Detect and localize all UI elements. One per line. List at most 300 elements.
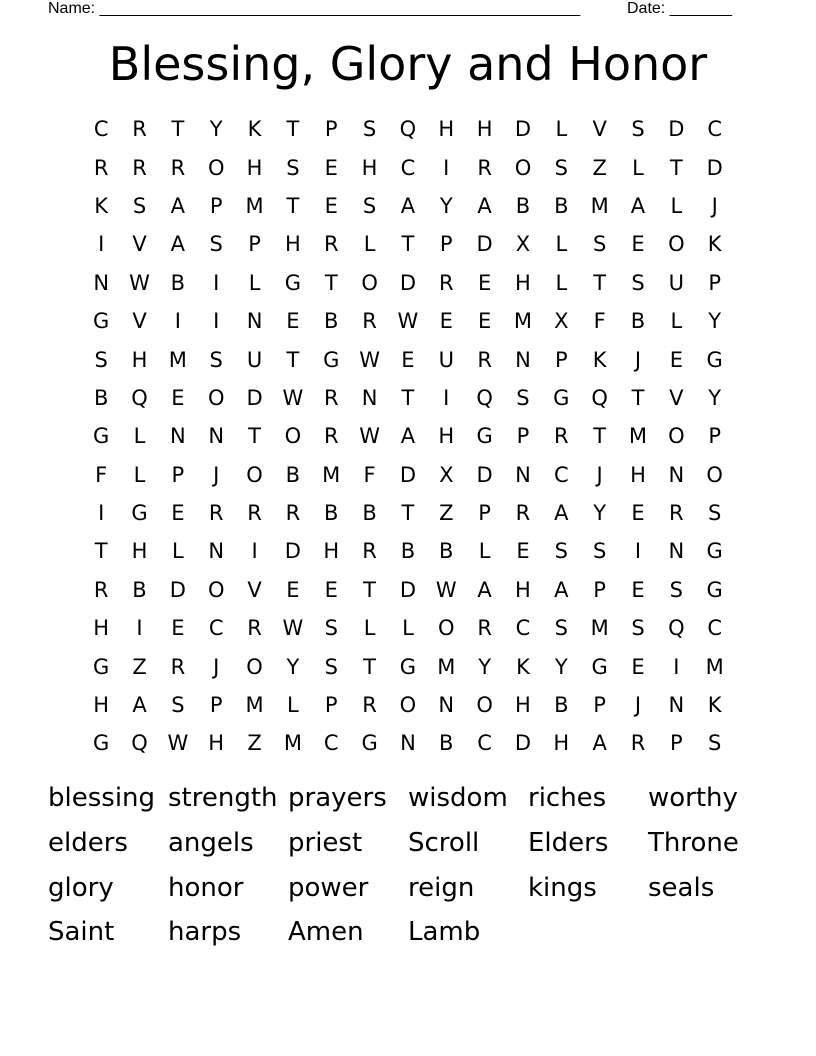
grid-letter[interactable]: Z (592, 155, 607, 180)
grid-letter[interactable]: M (283, 731, 302, 756)
grid-letter[interactable]: J (634, 347, 642, 372)
grid-letter[interactable]: B (439, 731, 454, 756)
grid-letter[interactable]: H (630, 462, 646, 487)
grid-letter[interactable]: D (476, 462, 493, 487)
grid-letter[interactable]: L (670, 193, 683, 218)
grid-letter[interactable]: H (208, 731, 225, 756)
grid-letter[interactable]: O (207, 385, 225, 410)
grid-letter[interactable]: E (286, 577, 300, 602)
grid-letter[interactable]: S (516, 385, 530, 410)
grid-letter[interactable]: S (592, 232, 607, 257)
grid-letter[interactable]: B (554, 193, 569, 218)
grid-letter[interactable]: R (438, 270, 454, 295)
grid-letter[interactable]: N (515, 347, 531, 372)
grid-letter[interactable]: K (516, 654, 530, 679)
grid-letter[interactable]: S (631, 117, 645, 142)
grid-letter[interactable]: R (669, 501, 684, 526)
grid-letter[interactable]: E (669, 347, 683, 372)
grid-letter[interactable]: E (477, 270, 492, 295)
grid-letter[interactable]: X (439, 462, 454, 487)
grid-letter[interactable]: W (359, 347, 380, 372)
grid-letter[interactable]: C (400, 155, 416, 180)
grid-letter[interactable]: R (554, 424, 569, 449)
grid-letter[interactable]: G (93, 654, 110, 679)
grid-letter[interactable]: E (516, 539, 530, 564)
grid-letter[interactable]: D (169, 577, 186, 602)
grid-letter[interactable]: B (170, 270, 186, 295)
grid-letter[interactable]: H (93, 616, 110, 641)
grid-letter[interactable]: M (437, 654, 456, 679)
grid-letter[interactable]: M (590, 616, 609, 641)
grid-letter[interactable]: W (359, 424, 380, 449)
grid-letter[interactable]: T (286, 347, 300, 372)
grid-letter[interactable]: O (246, 654, 263, 679)
grid-letter[interactable]: G (399, 654, 417, 679)
grid-letter[interactable]: H (515, 693, 531, 718)
grid-letter[interactable]: P (593, 577, 606, 602)
word-list-item: prayers (288, 783, 387, 813)
grid-letter[interactable]: A (630, 193, 646, 218)
grid-letter[interactable]: C (477, 731, 492, 756)
grid-letter[interactable]: K (94, 193, 109, 218)
grid-letter[interactable]: L (478, 539, 491, 564)
grid-letter[interactable]: S (554, 155, 568, 180)
grid-letter[interactable]: L (555, 270, 568, 295)
grid-letter[interactable]: A (477, 577, 492, 602)
grid-letter[interactable]: O (207, 155, 225, 180)
grid-letter[interactable]: E (324, 577, 338, 602)
grid-letter[interactable]: L (555, 117, 568, 142)
grid-letter[interactable]: H (131, 347, 148, 372)
grid-letter[interactable]: N (668, 693, 685, 718)
grid-letter[interactable]: O (668, 424, 685, 449)
grid-letter[interactable]: H (515, 270, 531, 295)
grid-letter[interactable]: G (706, 577, 723, 602)
grid-letter[interactable]: S (209, 232, 223, 257)
grid-letter[interactable]: P (209, 193, 223, 218)
word-list-item: power (288, 872, 369, 903)
grid-letter[interactable]: P (248, 232, 261, 257)
grid-letter[interactable]: F (95, 462, 108, 487)
grid-letter[interactable]: H (438, 117, 455, 142)
grid-letter[interactable]: D (399, 577, 416, 602)
grid-letter[interactable]: N (170, 424, 186, 449)
grid-letter[interactable]: S (94, 347, 108, 372)
grid-letter[interactable]: Q (668, 616, 685, 641)
grid-letter[interactable]: I (443, 385, 450, 410)
grid-letter[interactable]: S (592, 539, 607, 564)
grid-letter[interactable]: I (673, 654, 680, 679)
grid-letter[interactable]: R (247, 501, 262, 526)
grid-letter[interactable]: S (708, 501, 722, 526)
grid-letter[interactable]: A (132, 693, 147, 718)
word-list-item: blessing (48, 783, 156, 813)
grid-letter[interactable]: P (593, 693, 606, 718)
grid-letter[interactable]: N (400, 731, 416, 756)
grid-letter[interactable]: A (554, 501, 569, 526)
grid-letter[interactable]: G (476, 424, 493, 449)
grid-letter[interactable]: I (634, 539, 642, 564)
grid-letter[interactable]: F (363, 462, 376, 487)
grid-letter[interactable]: N (208, 539, 225, 564)
grid-letter[interactable]: P (669, 731, 683, 756)
grid-letter[interactable]: N (208, 424, 225, 449)
grid-letter[interactable]: X (554, 309, 569, 334)
grid-letter[interactable]: N (438, 693, 455, 718)
grid-letter[interactable]: D (514, 731, 532, 756)
grid-letter[interactable]: R (170, 155, 186, 180)
grid-letter[interactable]: B (285, 462, 301, 487)
grid-letter[interactable]: G (93, 309, 110, 334)
grid-letter[interactable]: O (514, 155, 532, 180)
grid-letter[interactable]: T (669, 155, 683, 180)
grid-row (82, 148, 734, 186)
grid-letter[interactable]: N (361, 385, 378, 410)
grid-letter[interactable]: I (174, 309, 181, 334)
grid-letter[interactable]: D (399, 462, 416, 487)
grid-letter[interactable]: Y (554, 654, 568, 679)
grid-letter[interactable]: S (362, 117, 377, 142)
grid-letter[interactable]: S (324, 654, 338, 679)
grid-letter[interactable]: W (282, 616, 304, 641)
grid-letter[interactable]: A (170, 193, 186, 218)
grid-letter[interactable]: R (362, 309, 377, 334)
grid-letter[interactable]: D (476, 232, 493, 257)
grid-letter[interactable]: H (476, 117, 493, 142)
grid-letter[interactable]: H (131, 539, 148, 564)
grid-letter[interactable]: D (399, 270, 416, 295)
grid-letter[interactable]: J (711, 193, 718, 218)
grid-letter[interactable]: R (362, 539, 377, 564)
grid-letter[interactable]: L (133, 462, 146, 487)
grid-letter[interactable]: R (630, 731, 646, 756)
grid-letter[interactable]: T (401, 501, 415, 526)
grid-letter[interactable]: R (323, 232, 339, 257)
grid-letter[interactable]: R (170, 654, 186, 679)
grid-letter[interactable]: N (93, 270, 110, 295)
grid-letter[interactable]: Q (399, 117, 417, 142)
grid-letter[interactable]: M (705, 654, 724, 679)
grid-letter[interactable]: E (171, 616, 185, 641)
grid-letter[interactable]: C (707, 616, 722, 641)
grid-letter[interactable]: O (668, 232, 685, 257)
grid-letter[interactable]: R (93, 155, 109, 180)
grid-letter[interactable]: B (630, 309, 646, 334)
grid-letter[interactable]: H (361, 155, 378, 180)
grid-letter[interactable]: G (706, 347, 723, 372)
grid-letter[interactable]: T (593, 424, 607, 449)
grid-letter[interactable]: A (592, 731, 607, 756)
grid-letter[interactable]: M (628, 424, 648, 449)
grid-letter[interactable]: R (515, 501, 531, 526)
word-list-item: Throne (648, 827, 739, 858)
grid-letter[interactable]: O (207, 577, 225, 602)
grid-letter[interactable]: W (167, 731, 189, 756)
grid-letter[interactable]: L (363, 232, 376, 257)
grid-letter[interactable]: N (668, 462, 685, 487)
grid-letter[interactable]: D (246, 385, 263, 410)
grid-letter[interactable]: E (324, 155, 338, 180)
grid-letter[interactable]: H (553, 731, 570, 756)
grid-letter[interactable]: R (362, 693, 377, 718)
grid-letter[interactable]: R (285, 501, 301, 526)
grid-letter[interactable]: Y (209, 117, 223, 142)
grid-letter[interactable]: M (245, 193, 264, 218)
grid-letter[interactable]: R (477, 155, 492, 180)
grid-letter[interactable]: G (323, 347, 340, 372)
grid-letter[interactable]: V (247, 577, 262, 602)
grid-letter[interactable]: E (631, 654, 645, 679)
grid-letter[interactable]: A (170, 232, 186, 257)
grid-letter[interactable]: T (631, 385, 645, 410)
grid-letter[interactable]: H (284, 232, 301, 257)
grid-letter[interactable]: D (284, 539, 301, 564)
grid-letter[interactable]: U (668, 270, 685, 295)
grid-letter[interactable]: W (435, 577, 457, 602)
grid-letter[interactable]: T (363, 654, 376, 679)
grid-letter[interactable]: S (324, 616, 338, 641)
word-list-item: priest (288, 827, 363, 858)
grid-letter[interactable]: Z (247, 731, 262, 756)
grid-letter[interactable]: P (171, 462, 185, 487)
grid-letter[interactable]: E (286, 309, 300, 334)
grid-letter[interactable]: Q (131, 385, 148, 410)
grid-letter[interactable]: O (399, 693, 417, 718)
word-list-item: reign (408, 872, 475, 903)
grid-letter[interactable]: I (98, 232, 105, 257)
grid-letter[interactable]: L (555, 232, 568, 257)
grid-letter[interactable]: Z (439, 501, 454, 526)
grid-letter[interactable]: A (400, 424, 416, 449)
grid-letter[interactable]: O (706, 462, 723, 487)
grid-letter[interactable]: R (323, 424, 339, 449)
grid-letter[interactable]: G (591, 654, 608, 679)
grid-letter[interactable]: R (477, 347, 492, 372)
grid-letter[interactable]: P (209, 693, 223, 718)
grid-letter[interactable]: S (554, 539, 568, 564)
grid-letter[interactable]: L (133, 424, 146, 449)
grid-letter[interactable]: R (247, 616, 262, 641)
grid-letter[interactable]: T (324, 270, 338, 295)
grid-letter[interactable]: Q (476, 385, 493, 410)
grid-letter[interactable]: R (323, 385, 339, 410)
grid-letter[interactable]: T (401, 232, 415, 257)
grid-letter[interactable]: S (209, 347, 223, 372)
grid-letter[interactable]: U (438, 347, 454, 372)
word-list-item: riches (528, 783, 607, 813)
grid-letter[interactable]: B (439, 539, 454, 564)
word-list-item: worthy (648, 783, 738, 813)
grid-letter[interactable]: J (596, 462, 603, 487)
grid-letter[interactable]: G (93, 424, 110, 449)
grid-letter[interactable]: T (94, 539, 108, 564)
grid-letter[interactable]: S (669, 577, 683, 602)
grid-letter[interactable]: B (93, 385, 109, 410)
grid-letter[interactable]: Y (708, 309, 722, 334)
grid-letter[interactable]: H (246, 155, 263, 180)
grid-letter[interactable]: C (553, 462, 569, 487)
grid-letter[interactable]: J (213, 654, 220, 679)
grid-letter[interactable]: G (93, 731, 110, 756)
grid-letter[interactable]: I (136, 616, 143, 641)
grid-letter[interactable]: D (514, 117, 532, 142)
grid-letter[interactable]: L (172, 539, 184, 564)
grid-letter[interactable]: C (707, 117, 722, 142)
grid-letter[interactable]: B (324, 309, 339, 334)
grid-letter[interactable]: Q (131, 731, 148, 756)
grid-letter[interactable]: B (324, 501, 339, 526)
grid-row (82, 110, 734, 148)
grid-letter[interactable]: A (477, 193, 492, 218)
grid-letter[interactable]: O (438, 616, 455, 641)
grid-letter[interactable]: E (439, 309, 453, 334)
grid-letter[interactable]: Y (478, 654, 492, 679)
grid-letter[interactable]: P (324, 117, 338, 142)
grid-letter[interactable]: O (361, 270, 378, 295)
grid-letter[interactable]: E (477, 309, 492, 334)
grid-letter[interactable]: R (132, 117, 147, 142)
grid-letter[interactable]: S (708, 731, 722, 756)
grid-letter[interactable]: B (400, 539, 416, 564)
grid-letter[interactable]: K (247, 117, 262, 142)
grid-letter[interactable]: K (707, 232, 722, 257)
grid-letter[interactable]: O (284, 424, 302, 449)
grid-letter[interactable]: P (324, 693, 338, 718)
grid-letter[interactable]: E (171, 385, 185, 410)
grid-letter[interactable]: N (246, 309, 263, 334)
grid-letter[interactable]: P (478, 501, 491, 526)
grid-letter[interactable]: B (554, 693, 569, 718)
grid-letter[interactable]: C (515, 616, 531, 641)
grid-letter[interactable]: I (213, 270, 220, 295)
grid-letter[interactable]: R (93, 577, 109, 602)
grid-letter[interactable]: D (706, 155, 723, 180)
grid-letter[interactable]: G (706, 539, 723, 564)
grid-letter[interactable]: M (168, 347, 187, 372)
grid-letter[interactable]: L (670, 309, 683, 334)
grid-letter[interactable]: S (554, 616, 568, 641)
grid-letter[interactable]: C (323, 731, 339, 756)
grid-letter[interactable]: M (245, 693, 264, 718)
grid-letter[interactable]: M (590, 193, 609, 218)
grid-letter[interactable]: T (248, 424, 261, 449)
grid-letter[interactable]: T (401, 385, 415, 410)
grid-letter[interactable]: R (477, 616, 492, 641)
grid-letter[interactable]: G (284, 270, 302, 295)
grid-letter[interactable]: T (286, 117, 300, 142)
grid-letter[interactable]: K (707, 693, 722, 718)
grid-letter[interactable]: H (93, 693, 110, 718)
grid-letter[interactable]: Y (439, 193, 453, 218)
grid-letter[interactable]: E (631, 577, 645, 602)
grid-letter[interactable]: O (476, 693, 493, 718)
grid-letter[interactable]: E (631, 501, 645, 526)
grid-letter[interactable]: J (634, 693, 642, 718)
grid-letter[interactable]: J (213, 462, 220, 487)
grid-letter[interactable]: B (132, 577, 147, 602)
grid-letter[interactable]: S (362, 193, 377, 218)
grid-letter[interactable]: Y (708, 385, 722, 410)
grid-letter[interactable]: R (132, 155, 147, 180)
grid-letter[interactable]: S (631, 616, 645, 641)
grid-letter[interactable]: G (131, 501, 148, 526)
grid-letter[interactable]: G (553, 385, 570, 410)
grid-letter[interactable]: A (554, 577, 569, 602)
grid-letter[interactable]: W (397, 309, 419, 334)
grid-letter[interactable]: M (513, 309, 533, 334)
grid-letter[interactable]: T (171, 117, 185, 142)
grid-letter[interactable]: N (668, 539, 685, 564)
grid-letter[interactable]: P (708, 424, 721, 449)
grid-letter[interactable]: L (248, 270, 261, 295)
grid-letter[interactable]: L (363, 616, 376, 641)
grid-letter[interactable]: R (208, 501, 224, 526)
grid-letter[interactable]: Y (286, 654, 300, 679)
grid-letter[interactable]: Q (591, 385, 608, 410)
grid-letter[interactable]: V (132, 232, 147, 257)
grid-letter[interactable]: C (93, 117, 109, 142)
grid-letter[interactable]: H (515, 577, 531, 602)
grid-letter[interactable]: G (361, 731, 378, 756)
grid-letter[interactable]: A (400, 193, 416, 218)
grid-letter[interactable]: E (171, 501, 185, 526)
grid-letter[interactable]: E (324, 193, 338, 218)
grid-letter[interactable]: P (516, 424, 530, 449)
grid-letter[interactable]: T (286, 193, 300, 218)
grid-letter[interactable]: P (554, 347, 568, 372)
grid-row (82, 225, 734, 263)
grid-letter[interactable]: L (287, 693, 299, 718)
grid-letter[interactable]: E (631, 232, 645, 257)
grid-letter[interactable]: D (668, 117, 685, 142)
grid-letter[interactable]: L (632, 155, 644, 180)
grid-letter[interactable]: P (439, 232, 453, 257)
grid-letter[interactable]: S (132, 193, 147, 218)
grid-letter[interactable]: F (593, 309, 606, 334)
grid-letter[interactable]: B (515, 193, 531, 218)
grid-letter[interactable]: P (708, 270, 721, 295)
grid-letter[interactable]: T (363, 577, 376, 602)
grid-letter[interactable]: M (322, 462, 341, 487)
grid-letter[interactable]: H (438, 424, 455, 449)
grid-letter[interactable]: O (246, 462, 263, 487)
grid-letter[interactable]: I (213, 309, 220, 334)
grid-letter[interactable]: I (251, 539, 258, 564)
grid-letter[interactable]: H (323, 539, 340, 564)
grid-letter[interactable]: B (362, 501, 377, 526)
grid-letter[interactable]: S (286, 155, 300, 180)
grid-letter[interactable]: Y (593, 501, 607, 526)
grid-letter[interactable]: N (515, 462, 531, 487)
grid-letter[interactable]: L (402, 616, 414, 641)
grid-letter[interactable]: I (98, 501, 105, 526)
grid-letter[interactable]: I (443, 155, 450, 180)
grid-letter[interactable]: V (132, 309, 147, 334)
grid-letter[interactable]: S (171, 693, 185, 718)
grid-letter[interactable]: V (592, 117, 607, 142)
grid-letter[interactable]: Z (132, 654, 147, 679)
grid-letter[interactable]: T (593, 270, 607, 295)
grid-letter[interactable]: U (246, 347, 263, 372)
grid-letter[interactable]: C (208, 616, 224, 641)
grid-letter[interactable]: W (282, 385, 304, 410)
grid-letter[interactable]: E (401, 347, 415, 372)
grid-letter[interactable]: S (631, 270, 645, 295)
grid-letter[interactable]: V (669, 385, 684, 410)
grid-letter[interactable]: X (515, 232, 531, 257)
grid-letter[interactable]: W (129, 270, 150, 295)
grid-letter[interactable]: K (592, 347, 607, 372)
